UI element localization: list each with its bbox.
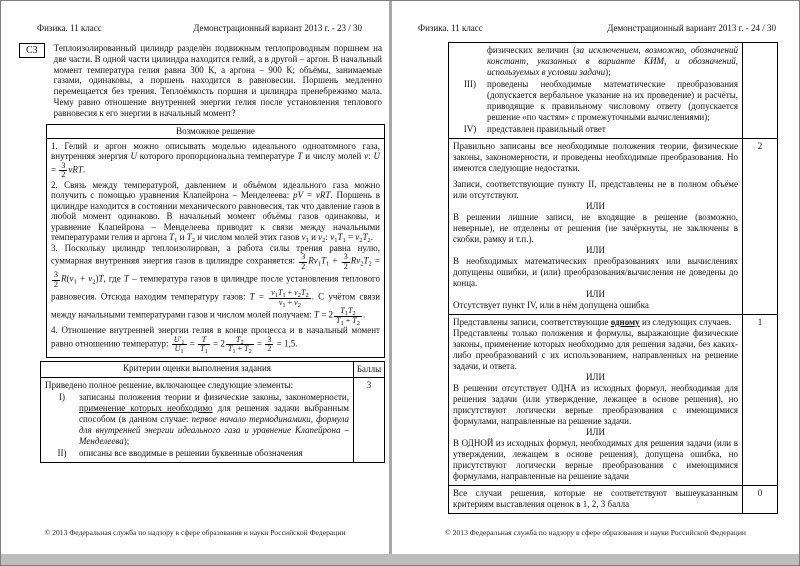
fraction: $\frac{3}{2}$ bbox=[61, 160, 66, 180]
score-2: 2 bbox=[743, 139, 778, 315]
list-item: IV) представлен правильный ответ bbox=[463, 124, 606, 134]
paragraph: 3. Поскольку цилиндр теплоизолирован, а работа силы трения равна нулю, суммарная внутренняя энергия газов в цилиндре сохраняется: $\frac{3}{2}$ $R\nu_1T_1$ + $\frac{3}{2}$ $R\nu_2T_2$ = $\frac{3}{2}$ $R(\nu_1 + \nu_2)T$, где T – температура газов в цилиндре после установления теплового равновесия. Отсюда находим температуру газов: T = $\frac{\nu_1T_1 + \nu_2T_2}{\nu_1 + \nu_2}$ . С учётом связи между начальными температурами газов и числом молей получаем: T = 2 $\frac{T_1T_2}{T_1 + T_2}$ . bbox=[51, 242, 381, 327]
page-spread bbox=[1, 1, 799, 554]
paragraph: В ОДНОЙ из исходных формул, необходимых для решения задачи (или в утверждении, лежащем в основе решения), допущена ошибка, но присутствуют логически верные преобразования с имеющимися формулами, направленные на решение задачи bbox=[453, 438, 738, 481]
paragraph: ИЛИ bbox=[585, 427, 606, 437]
criteria-intro: Приведено полное решение, включающее следующие элементы: bbox=[45, 379, 294, 390]
fraction: $\frac{3}{2}$ bbox=[301, 252, 306, 271]
paragraph: ИЛИ bbox=[585, 201, 606, 211]
footer-copyright: © 2013 Федеральная служба по надзору в сфере образования и науки Российской Федерации bbox=[445, 528, 746, 537]
score-1: 1 bbox=[743, 315, 778, 486]
score-3: 3 bbox=[354, 377, 385, 462]
paragraph: Представлены только положения и формулы, выражающие физические законы, применение которых необходимо для решения задачи, без каких-либо преобразований с их использованием, направленных на решение задачи, и ответа. bbox=[453, 328, 738, 371]
page-left bbox=[1, 1, 392, 554]
list-item: I) записаны положения теории и физические законы, закономерности, применение которых необходимо для решения задачи выбранным способом (в данном случае: первое начало термодинамики, формула для внутренней энергии идеального газа и уравнение Клапейрона – Менделеева); bbox=[59, 391, 349, 446]
paragraph: Представлены записи, соответствующие одному из следующих случаев. bbox=[453, 317, 732, 327]
criteria-header: Критерии оценки выполнения задания bbox=[41, 361, 354, 377]
fraction: $\frac{T}{T_1}$ bbox=[200, 334, 208, 356]
fraction: $\frac{T_1T_2}{T_1 + T_2}$ bbox=[336, 306, 360, 327]
criteria-row-0 bbox=[449, 486, 743, 514]
score-0: 0 bbox=[743, 486, 778, 514]
header-variant-pagenum: Демонстрационный вариант 2013 г. - 24 / 30 bbox=[607, 23, 776, 33]
criteria-row-3-continued bbox=[449, 43, 743, 139]
header-variant-pagenum: Демонстрационный вариант 2013 г. - 23 / 30 bbox=[193, 23, 362, 33]
criteria-table bbox=[40, 361, 385, 463]
criteria-row-1 bbox=[449, 315, 743, 486]
paragraph: 1. Гелий и аргон можно описывать моделью идеального одноатомного газа, внутренняя энергия U которого пропорциональна температуре T и числу молей ν: U = $\frac{3}{2}$ νRT. bbox=[51, 140, 380, 180]
paragraph: В решении отсутствует ОДНА из исходных формул, необходимая для решения задачи (или утверждение, лежащее в основе решения), но присутствуют логически верные преобразования с имеющимися формулами, направленные на решение задачи. bbox=[453, 383, 738, 426]
criteria-table-continued bbox=[448, 42, 778, 514]
score-empty bbox=[743, 43, 778, 139]
fraction: $\frac{3}{2}$ bbox=[54, 270, 58, 289]
paragraph: Все случаи решения, которые не соответствуют вышеуказанным критериям выставления оценок в 1, 2, 3 балла bbox=[453, 488, 738, 509]
page-header bbox=[1, 1, 389, 34]
solution-title: Возможное решение bbox=[47, 124, 385, 138]
fraction: $\frac{3}{2}$ bbox=[267, 334, 272, 354]
paragraph: Записи, соответствующие пункту II, представлены не в полном объёме или отсутствуют. bbox=[453, 179, 738, 200]
paragraph: 2. Связь между температурой, давлением и объёмом идеального газа можно получить с помощью уравнения Клапейрона – Менделеева: pV = νRT. Поршень в цилиндре находится в состоянии механического равновесия, так что давление газов в любой момент одинаково. В начальный момент объёмы газов одинаковы, и уравнение Клапейрона – Менделеева приводит к связи между начальными температурами гелия и аргона $T_1$ и $T_2$ и числом молей этих газов $\nu_1$ и $\nu_2$: $\nu_1T_1 = \nu_2T_2$. bbox=[51, 179, 380, 245]
task-number-badge: С3 bbox=[19, 43, 45, 58]
points-header: Баллы bbox=[354, 361, 385, 377]
solution-body bbox=[47, 138, 385, 357]
paragraph: ИЛИ bbox=[585, 289, 606, 299]
task-block bbox=[19, 43, 383, 119]
paragraph: ИЛИ bbox=[585, 372, 606, 382]
header-subject: Физика. 11 класс bbox=[37, 23, 102, 33]
paragraph: В решении лишние записи, не входящие в решение (возможно, неверные), не отделены от решения (не зачёркнуты, не заключены в скобки, рамку и т.п.). bbox=[453, 212, 738, 244]
criteria-item-list bbox=[453, 79, 738, 135]
solution-table bbox=[46, 124, 385, 358]
fraction: $\frac{T_2}{T_1 + T_2}$ bbox=[227, 334, 252, 356]
page-right bbox=[392, 1, 799, 554]
page-header bbox=[392, 1, 799, 34]
list-item: III) проведены необходимые математические преобразования (допускается вербальное указание на их проведение) и расчёты, приводящие к правильному числовому ответу (допускается решение «по частям» с промежуточными вычислениями); bbox=[464, 79, 738, 122]
fraction: $\frac{3}{2}$ bbox=[343, 252, 348, 271]
paragraph: 4. Отношение внутренней энергии гелия в конце процесса и в начальный момент равно отношению температур: $\frac{U'_1}{U_1}$ = $\frac{T}{T_1}$ = 2 $\frac{T_2}{T_1 + T_2}$ = $\frac{3}{2}$ = 1,5. bbox=[51, 325, 380, 356]
fraction: $\frac{\nu_1T_1 + \nu_2T_2}{\nu_1 + \nu_2}$ bbox=[271, 288, 309, 309]
header-subject: Физика. 11 класс bbox=[418, 23, 483, 33]
task-text: Теплоизолированный цилиндр разделён подвижным теплопроводным поршнем на две части. В одной части цилиндра находится гелий, а в другой – аргон. В начальный момент температура гелия равна 300 К, а аргона – 900 К; объёмы, занимаемые газами, одинаковы, а поршень находится в равновесии. Поршень медленно перемещается без трения. Теплоёмкость поршня и цилиндра пренебрежимо мала. Чему равно отношение внутренней энергии гелия после установления теплового равновесия к его энергии в начальный момент? bbox=[53, 43, 382, 118]
criteria-item-list bbox=[45, 392, 349, 459]
fraction: $\frac{U'_1}{U_1}$ bbox=[173, 334, 185, 356]
paragraph: ИЛИ bbox=[585, 245, 606, 255]
criteria-row-2 bbox=[449, 139, 743, 315]
paragraph: В необходимых математических преобразованиях или вычислениях допущены ошибки, и (или) преобразования/вычисления не доведены до конца. bbox=[453, 256, 738, 288]
criteria-item-continuation: физических величин (за исключением, возможно, обозначений констант, указанных в варианте КИМ, и обозначений, используемых в условии задачи); bbox=[487, 45, 738, 77]
paragraph: Отсутствует пункт IV, или в нём допущена ошибка bbox=[453, 300, 649, 310]
paragraph: Правильно записаны все необходимые положения теории, физические законы, закономерности, и проведены необходимые преобразования. Но имеются следующие недостатки. bbox=[453, 141, 738, 173]
list-item: II) описаны все вводимые в решении буквенные обозначения bbox=[57, 447, 303, 458]
footer-copyright: © 2013 Федеральная служба по надзору в сфере образования и науки Российской Федерации bbox=[44, 528, 346, 537]
criteria-row-3 bbox=[41, 377, 354, 462]
